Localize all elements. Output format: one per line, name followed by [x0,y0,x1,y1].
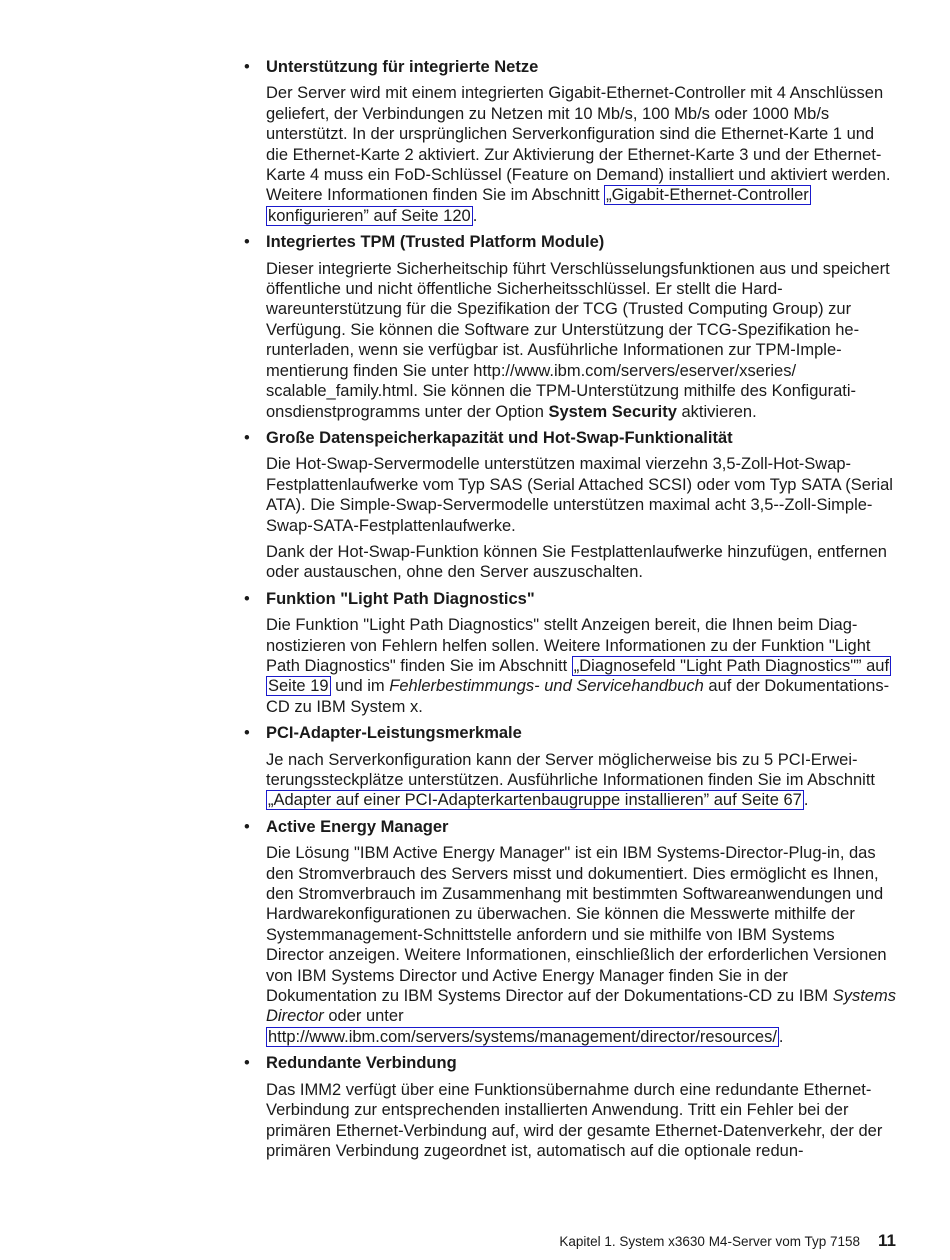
item-heading: Redundante Verbindung [266,1054,457,1073]
item-paragraph: Je nach Serverkonfiguration kann der Server möglicherweise bis zu 5 PCI-Erweiterungssteckplätze unterstützen. Ausführliche Informationen finden Sie im Abschnitt „Adapter auf einer PCI-Adapterkartenbaugruppe installieren” auf Seite 67 . [266,750,876,810]
bullet: • [244,724,250,743]
item-paragraph: Die Lösung "IBM Active Energy Manager" ist ein IBM Systems-Director-Plug-in, das den Stromverbrauch des Servers misst und dokumentiert. Dies ermöglicht es Ihnen, den Stromverbrauch im Zusammenhang mit bestimmten Softwareanwendungen und Hardwarekonfigurationen zu überwachen. Sie können die Messwerte mithilfe der Systemmanagement-Schnittstelle anfordern und sie mithilfe von IBM Systems Director anzeigen. Weitere Informationen, einschließlich der erforderlichen Versionen von IBM Systems Director und Active Energy Manager finden Sie in der Dokumentation zu IBM Systems Director auf der Dokumentations-CD zu IBM Systems Director oder unter http://www.ibm.com/servers/systems/management/director/resources/ . [266,844,896,1046]
product-name: Systems Director [266,987,896,1026]
item-paragraph: Dieser integrierte Sicherheitschip führt Verschlüsselungsfunktionen aus und speichert öffentliche und nicht öffentliche Sicherheitsschlüssel. Er stellt die Hardwareunterstützung für die Spezifikation der TCG (Trusted Computing Group) zur Verfügung. Sie können die Software zur Unterstützung der TCG-Spezifikation herunterladen, wenn sie verfügbar ist. Ausführliche Informationen zur TPM-Implementierung finden Sie unter http://www.ibm.com/servers/eserver/xseries/ scalable_family.html. Sie können die TPM-Unterstützung mithilfe des Konfigurationsdienstprogramms unter der Option System Security aktivieren. [266,259,890,421]
page-number: 11 [878,1231,896,1250]
url-link[interactable]: http://www.ibm.com/servers/systems/management/director/resources/ [268,1027,777,1046]
bullet: • [244,58,250,76]
document-body [244,57,896,1167]
bold-option-name: System Security [548,402,677,421]
list-item-redundant-connection [244,1053,896,1161]
item-paragraph: Das IMM2 verfügt über eine Funktionsübernahme durch eine redundante Ethernet-Verbindung zur entsprechenden installierten Anwendung. Tritt ein Fehler bei der primären Ethernet-Verbindung auf, wird der gesamte Ethernet-Datenverkehr, der der primären Verbindung zugeordnet ist, automatisch auf die optionale redun- [266,1080,883,1160]
page-footer [559,1231,896,1252]
list-item-tpm [244,232,896,422]
cross-reference-link[interactable]: „Gigabit-Ethernet-Controller konfigurieren” auf Seite 120 [268,186,809,225]
cross-reference-link[interactable]: „Adapter auf einer PCI-Adapterkartenbaugruppe installieren” auf Seite 67 [268,791,802,810]
bullet: • [244,817,250,836]
list-item-storage-hotswap [244,428,896,583]
item-paragraph: Der Server wird mit einem integrierten Gigabit-Ethernet-Controller mit 4 Anschlüssen geliefert, der Verbindungen zu Netzen mit 10 Mb/s, 100 Mb/s oder 1000 Mb/s unterstützt. In der ursprünglichen Serverkonfiguration sind die Ethernet-Karte 1 und die Ethernet-Karte 2 aktiviert. Zur Aktivierung der Ethernet-Karte 3 und der Ethernet-Karte 4 muss ein FoD-Schlüssel (Feature on Demand) installiert und aktiviert werden. Weitere Informationen finden Sie im Abschnitt „Gigabit-Ethernet-Controller konfigurieren” auf Seite 120 . [266,84,891,225]
item-paragraph: Die Funktion "Light Path Diagnostics" stellt Anzeigen bereit, die Ihnen beim Diagnostizieren von Fehlern helfen sollen. Weitere Informationen zu der Funktion "Light Path Diagnostics" finden Sie im Abschnitt „Diagnosefeld "Light Path Diagnostics"” auf Seite 19 und im Fehlerbestimmungs- und Servicehandbuch auf der Dokumentations-CD zu IBM System x. [266,616,890,716]
item-heading: Integriertes TPM (Trusted Platform Module) [266,233,605,252]
cross-reference-link[interactable]: „Diagnosefeld "Light Path Diagnostics"” auf Seite 19 [268,656,890,696]
bullet: • [244,589,250,608]
list-item-integrated-network [244,57,896,226]
list-item-light-path [244,589,896,717]
item-heading: Große Datenspeicherkapazität und Hot-Swap-Funktionalität [266,428,733,447]
item-paragraph: Die Hot-Swap-Servermodelle unterstützen maximal vierzehn 3,5-Zoll-Hot-Swap-Festplattenlaufwerke vom Typ SAS (Serial Attached SCSI) oder vom Typ SATA (Serial ATA). Die Simple-Swap-Servermodelle unterstützen maximal acht 3,5--Zoll-Simple-Swap-SATA-Festplattenlaufwerke. [266,455,893,535]
bullet: • [244,1054,250,1073]
item-paragraph: Dank der Hot-Swap-Funktion können Sie Festplattenlaufwerke hinzufügen, entfernen oder austauschen, ohne den Server auszuschalten. [266,542,887,582]
bullet: • [244,233,250,252]
list-item-active-energy-manager [244,817,896,1047]
book-title: Fehlerbestimmungs- und Servicehandbuch [389,677,704,696]
item-heading: Unterstützung für integrierte Netze [266,58,539,76]
item-heading: Active Energy Manager [266,817,449,836]
bullet: • [244,428,250,447]
item-heading: Funktion "Light Path Diagnostics" [266,589,535,608]
item-heading: PCI-Adapter-Leistungsmerkmale [266,724,522,743]
chapter-title: Kapitel 1. System x3630 M4-Server vom Typ 7158 [559,1234,861,1249]
list-item-pci-adapter [244,723,896,811]
